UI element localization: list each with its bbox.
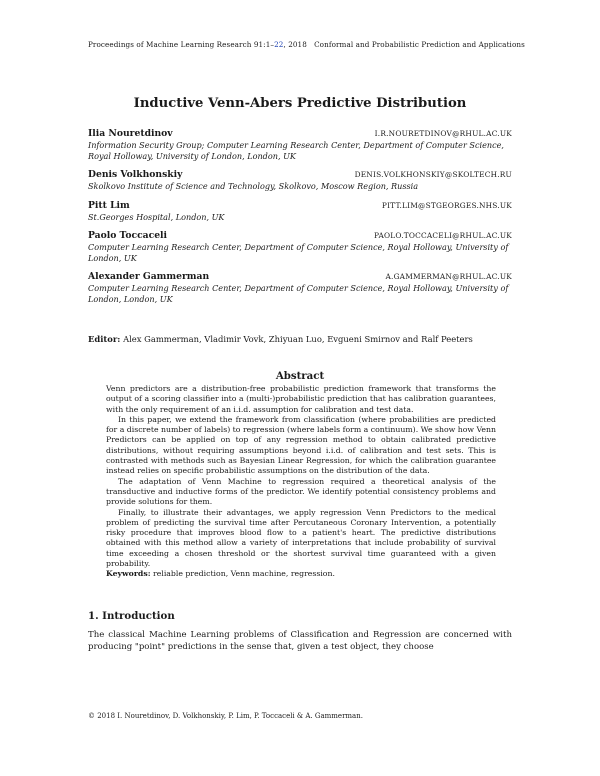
abstract-body	[106, 384, 496, 580]
editor-names: Alex Gammerman, Vladimir Vovk, Zhiyuan Luo, Evgueni Smirnov and Ralf Peeters	[123, 334, 473, 344]
copyright-footer: © 2018 I. Nouretdinov, D. Volkhonskiy, P. Lim, P. Toccaceli & A. Gammerman.	[88, 712, 363, 720]
author-affiliation: Information Security Group; Computer Learning Research Center, Department of Computer Science, Royal Holloway, University of London, London, UK	[88, 140, 504, 162]
running-header-year: , 2018	[283, 40, 307, 49]
abstract-paragraph: Venn predictors are a distribution-free probabilistic prediction framework that transforms the output of a scoring classifier into a (multi-)probabilistic prediction that has calibration guarantees, with the only requirement of an i.i.d. assumption for calibration and test data.	[106, 384, 496, 414]
author-email: A.GAMMERMAN@RHUL.AC.UK	[385, 272, 512, 282]
author-block	[88, 271, 512, 305]
conference-name: Conformal and Probabilistic Prediction and Applications	[314, 40, 525, 49]
section-body	[88, 630, 512, 653]
body-paragraph: The classical Machine Learning problems of Classification and Regression are concerned with producing "point" predictions in the sense that, given a test object, they choose	[88, 630, 512, 652]
keywords-label: Keywords:	[106, 569, 151, 579]
author-name: Paolo Toccaceli	[88, 229, 168, 241]
author-block	[88, 200, 512, 223]
keywords-line	[106, 569, 496, 579]
keywords-text: reliable prediction, Venn machine, regression.	[153, 569, 335, 579]
running-header	[88, 40, 525, 49]
running-header-prefix: Proceedings of Machine Learning Research 91:1	[88, 40, 271, 49]
abstract-paragraph: The adaptation of Venn Machine to regression required a theoretical analysis of the transductive and inductive forms of the predictor. We identify potential consistency problems and provide solutions for them.	[106, 476, 496, 507]
author-email: PITT.LIM@STGEORGES.NHS.UK	[381, 200, 512, 210]
editor-label: Editor:	[88, 334, 121, 344]
editor-line	[88, 334, 512, 344]
abstract-paragraph: Finally, to illustrate their advantages, we apply regression Venn Predictors to the medical problem of predicting the survival time after Percutaneous Coronary Intervention, a potentially risky procedure that improves blood flow to a patient's heart. The predictive distributions obtained with this method allow a variety of interpretations that include probability of survival time exceeding a chosen threshold or the shortest survival time guaranteed with a given probability.	[106, 507, 496, 569]
section-heading: 1. Introduction	[88, 610, 175, 622]
page-range-link[interactable]: 22	[274, 40, 284, 49]
author-name: Denis Volkhonskiy	[88, 169, 183, 181]
author-name: Ilia Nouretdinov	[88, 128, 173, 139]
author-affiliation: Computer Learning Research Center, Department of Computer Science, Royal Holloway, University of London, London, UK	[88, 283, 509, 305]
author-name: Pitt Lim	[88, 199, 130, 211]
abstract-paragraph: In this paper, we extend the framework from classification (where probabilities are predicted for a discrete number of labels) to regression (where labels form a continuum). We show how Venn Predictors can be applied on top of any regression method to obtain calibrated predictive distributions, without requiring assumptions beyond i.i.d. of calibration and test sets. This is contrasted with methods such as Bayesian Linear Regression, for which the calibration guarantee instead relies on specific probabilistic assumptions on the distribution of the data.	[106, 414, 496, 476]
author-block	[88, 128, 512, 162]
author-list	[88, 128, 512, 313]
abstract-heading: Abstract	[275, 370, 325, 382]
author-block	[88, 169, 512, 192]
author-email: I.R.NOURETDINOV@RHUL.AC.UK	[374, 129, 512, 138]
author-email: PAOLO.TOCCACELI@RHUL.AC.UK	[374, 230, 512, 240]
author-affiliation: Skolkovo Institute of Science and Technology, Skolkovo, Moscow Region, Russia	[88, 181, 419, 192]
author-name: Alexander Gammerman	[88, 271, 210, 283]
author-affiliation: St.Georges Hospital, London, UK	[88, 211, 225, 222]
author-email: DENIS.VOLKHONSKIY@SKOLTECH.RU	[354, 170, 512, 180]
page-range-dash: –	[270, 40, 275, 49]
author-affiliation: Computer Learning Research Center, Department of Computer Science, Royal Holloway, University of London, UK	[88, 241, 509, 264]
author-block	[88, 230, 512, 264]
paper-title: Inductive Venn-Abers Predictive Distribution	[133, 96, 467, 111]
